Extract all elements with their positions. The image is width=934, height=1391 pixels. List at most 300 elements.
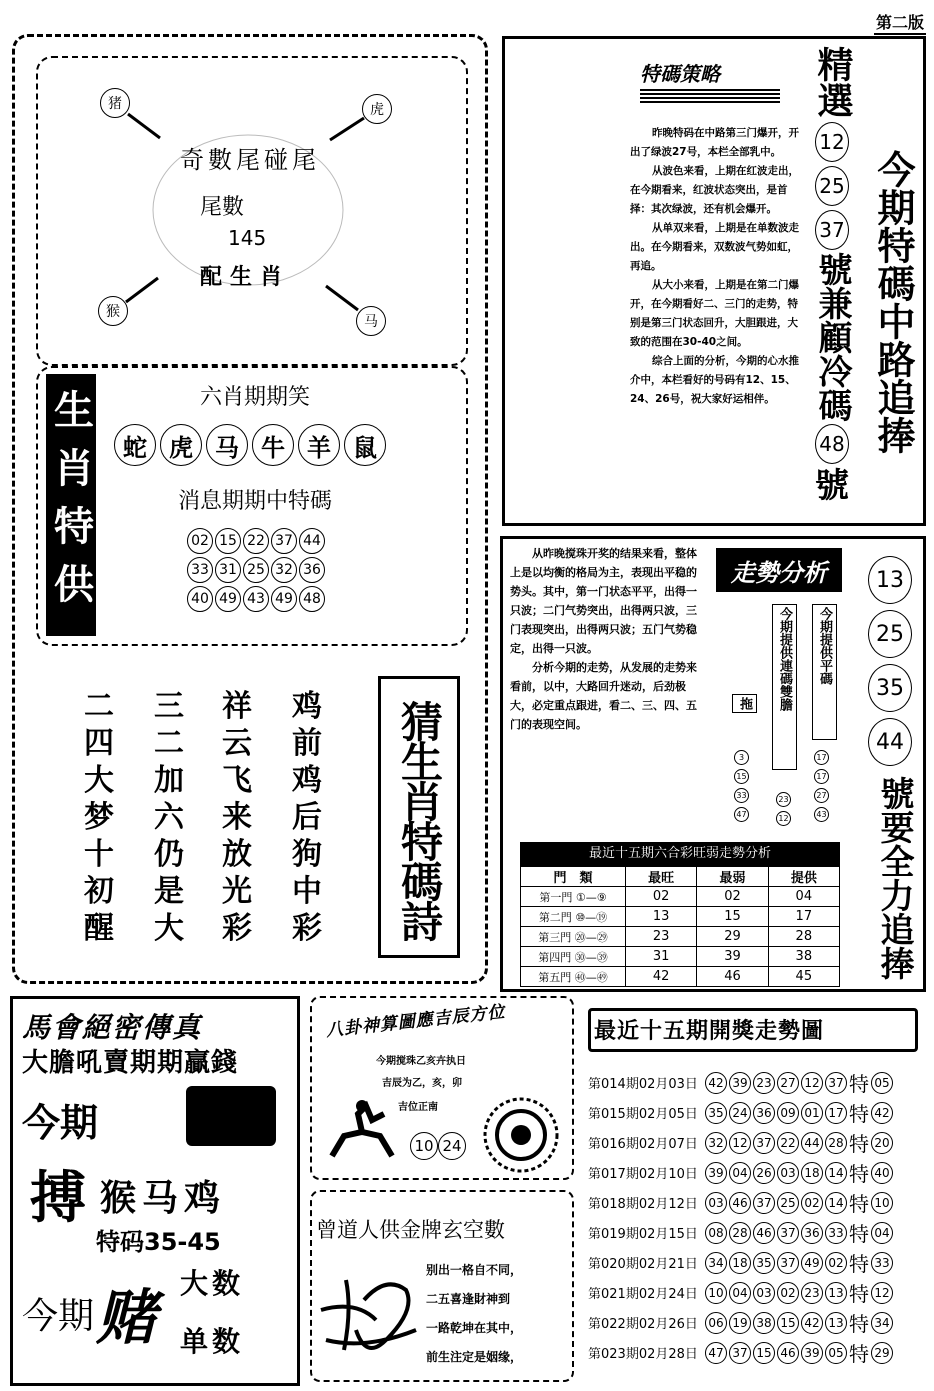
poem-char: 二 bbox=[84, 689, 114, 724]
history-ball bbox=[825, 1252, 847, 1274]
golden-title: 曾道人供金牌玄空數 bbox=[316, 1218, 505, 1242]
special-char: 特 bbox=[849, 1072, 869, 1096]
trend-ball bbox=[734, 807, 749, 822]
history-ball-text: 13 bbox=[828, 1285, 844, 1300]
select-number bbox=[815, 122, 849, 162]
poem-char: 十 bbox=[84, 837, 114, 872]
trend-table bbox=[520, 866, 840, 987]
history-ball-text: 22 bbox=[780, 1135, 796, 1150]
poem-column bbox=[292, 688, 322, 947]
page-label: 第二版 bbox=[874, 10, 926, 35]
gate-name: 第一門 bbox=[539, 890, 573, 904]
strategy-logo bbox=[640, 58, 780, 105]
special-char: 特 bbox=[849, 1342, 869, 1366]
poem-char: 光 bbox=[222, 874, 252, 909]
number-ball-text: 36 bbox=[303, 562, 321, 578]
zodiac-corner-label: 虎 bbox=[370, 102, 384, 118]
max-cell: 02 bbox=[626, 887, 697, 907]
max-cell: 13 bbox=[626, 907, 697, 927]
zodiac-corner-label: 猴 bbox=[106, 304, 120, 320]
history-ball-text: 23 bbox=[804, 1285, 820, 1300]
number-ball-text: 25 bbox=[247, 562, 265, 578]
history-ball-text: 01 bbox=[804, 1105, 820, 1120]
strategy-paragraph: 从大小来看，上期是在第二门爆开，在今期看好二、三门的走势，特别是第三门状态回升，大胆跟进，大致的范围在30-40之间。 bbox=[630, 279, 799, 348]
bagua-number bbox=[410, 1132, 438, 1160]
fax-odd-label: 单数 bbox=[180, 1325, 245, 1358]
special-char: 特 bbox=[849, 1102, 869, 1126]
history-row bbox=[588, 1128, 894, 1157]
six-zodiac-label: 六肖期期笑 bbox=[200, 385, 311, 410]
history-ball-text: 35 bbox=[756, 1255, 772, 1270]
history-ball bbox=[705, 1342, 727, 1364]
history-ball bbox=[729, 1222, 751, 1244]
trend-ball bbox=[776, 792, 791, 807]
history-ball bbox=[729, 1162, 751, 1184]
history-ball-text: 04 bbox=[732, 1165, 748, 1180]
special-ball bbox=[871, 1282, 893, 1304]
min-cell: 29 bbox=[697, 927, 768, 947]
poem-column bbox=[154, 688, 184, 947]
zodiac-special-title: 生肖特供 bbox=[46, 374, 96, 636]
history-ball-text: 37 bbox=[828, 1075, 844, 1090]
special-ball-text: 33 bbox=[874, 1255, 890, 1270]
special-ball-text: 42 bbox=[874, 1105, 890, 1120]
trend-ball bbox=[734, 788, 749, 803]
bagua-number-text: 10 bbox=[414, 1137, 434, 1155]
trend-paragraph: 从昨晚搅珠开奖的结果来看，整体上是以均衡的格局为主，表现出平稳的势头。其中，第一门状态平平，出得一只波；二门气势突出，出得两只波，三门表现突出，出得两只波；五门气势稳定，出得一只波。 bbox=[510, 547, 697, 655]
max-cell: 42 bbox=[626, 967, 697, 987]
number-ball-text: 49 bbox=[219, 591, 237, 607]
poem-char: 醒 bbox=[84, 911, 114, 946]
history-ball bbox=[801, 1222, 823, 1244]
history-ball bbox=[753, 1282, 775, 1304]
history-ball-text: 19 bbox=[732, 1315, 748, 1330]
number-ball-text: 43 bbox=[247, 591, 265, 607]
trend-ball-text: 47 bbox=[736, 810, 747, 819]
number-ball-text: 32 bbox=[275, 562, 293, 578]
number-ball-text: 44 bbox=[303, 533, 321, 549]
poem-char: 加 bbox=[154, 763, 184, 798]
number-ball bbox=[271, 528, 297, 554]
history-ball bbox=[729, 1312, 751, 1334]
bagua-line-3: 吉位正南 bbox=[398, 1102, 438, 1113]
history-row-label: 第017期02月10日 bbox=[588, 1167, 698, 1182]
trend-ball bbox=[814, 750, 829, 765]
history-ball-text: 02 bbox=[828, 1255, 844, 1270]
history-ball-text: 23 bbox=[756, 1075, 772, 1090]
history-ball bbox=[801, 1162, 823, 1184]
select-number-text: 25 bbox=[819, 174, 845, 198]
trend-ball bbox=[734, 769, 749, 784]
trend-col-header: 今期提供平碼 bbox=[812, 604, 837, 740]
special-ball bbox=[871, 1222, 893, 1244]
trend-paragraph: 分析今期的走势，从发展的走势来看前，以中，大路回升迷动，后劲极大，必定重点跟进，看二、三、四、五门的表现空间。 bbox=[510, 661, 697, 731]
trend-right-ball bbox=[868, 664, 912, 712]
fax-gamble-label: 今期 bbox=[22, 1296, 95, 1337]
history-ball bbox=[825, 1312, 847, 1334]
special-ball bbox=[871, 1102, 893, 1124]
zodiac-ball-label: 蛇 bbox=[123, 433, 147, 462]
select-number-text: 37 bbox=[819, 218, 845, 242]
cold-number-text: 48 bbox=[819, 432, 845, 456]
trend-right-ball-text: 44 bbox=[876, 729, 904, 755]
special-ball-text: 20 bbox=[874, 1135, 890, 1150]
poem-char: 鸡 bbox=[292, 763, 322, 798]
history-ball bbox=[777, 1072, 799, 1094]
trend-table-header bbox=[521, 867, 840, 887]
signature-icon bbox=[316, 1270, 426, 1370]
offer-cell: 28 bbox=[768, 927, 839, 947]
special-ball bbox=[871, 1132, 893, 1154]
history-ball bbox=[729, 1282, 751, 1304]
history-ball-text: 46 bbox=[780, 1345, 796, 1360]
gate-name: 第四門 bbox=[538, 950, 572, 964]
history-ball bbox=[825, 1102, 847, 1124]
number-ball bbox=[243, 586, 269, 612]
number-ball bbox=[187, 557, 213, 583]
zodiac-ball bbox=[114, 424, 156, 466]
history-ball-text: 37 bbox=[732, 1345, 748, 1360]
trend-right-ball bbox=[868, 610, 912, 658]
history-ball bbox=[777, 1192, 799, 1214]
number-ball bbox=[271, 557, 297, 583]
history-ball-text: 42 bbox=[708, 1075, 724, 1090]
strategy-text bbox=[630, 124, 802, 409]
fax-logo-image bbox=[186, 1086, 276, 1146]
number-ball bbox=[243, 528, 269, 554]
signature-image bbox=[316, 1270, 426, 1370]
poem-char: 云 bbox=[222, 726, 252, 761]
special-ball-text: 34 bbox=[874, 1315, 890, 1330]
number-ball bbox=[299, 557, 325, 583]
table-row bbox=[521, 967, 840, 987]
golden-line: 一路乾坤在其中， bbox=[426, 1321, 523, 1335]
history-ball-text: 36 bbox=[756, 1105, 772, 1120]
history-ball-text: 46 bbox=[756, 1225, 772, 1240]
special-ball-text: 29 bbox=[874, 1345, 890, 1360]
history-ball bbox=[801, 1342, 823, 1364]
tail-value: 145 bbox=[228, 226, 267, 250]
trend-ball-text: 23 bbox=[778, 795, 789, 804]
trend-right-text: 號要全力追捧 bbox=[874, 776, 914, 980]
offer-cell: 38 bbox=[768, 947, 839, 967]
history-ball-text: 46 bbox=[732, 1195, 748, 1210]
trend-table-gate-cell bbox=[521, 907, 626, 927]
gate-name: 第二門 bbox=[538, 910, 572, 924]
history-row bbox=[588, 1218, 894, 1247]
history-ball-text: 02 bbox=[780, 1285, 796, 1300]
fax-current-label: 今期 bbox=[22, 1101, 99, 1145]
trend-logo: 走勢分析 bbox=[716, 548, 842, 592]
history-ball-text: 04 bbox=[732, 1285, 748, 1300]
poem-char: 梦 bbox=[84, 800, 114, 835]
fax-title-2: 大膽吼賣期期贏錢 bbox=[22, 1048, 239, 1078]
history-ball-text: 03 bbox=[780, 1165, 796, 1180]
trend-text bbox=[510, 544, 706, 734]
poem-char: 彩 bbox=[292, 911, 322, 946]
history-ball bbox=[705, 1282, 727, 1304]
history-ball-text: 38 bbox=[756, 1315, 772, 1330]
trend-ball-text: 3 bbox=[738, 753, 745, 762]
history-ball bbox=[705, 1132, 727, 1154]
strategy-logo-lines bbox=[640, 89, 780, 105]
history-ball-text: 33 bbox=[828, 1225, 844, 1240]
special-char: 特 bbox=[849, 1192, 869, 1216]
trend-ball-text: 43 bbox=[816, 810, 827, 819]
number-ball-text: 33 bbox=[191, 562, 209, 578]
history-ball bbox=[801, 1102, 823, 1124]
select-number-text: 12 bbox=[819, 130, 845, 154]
cold-number bbox=[815, 424, 849, 464]
history-ball-text: 47 bbox=[708, 1345, 724, 1360]
cold-suffix: 號 bbox=[815, 466, 849, 506]
number-ball-text: 22 bbox=[247, 533, 265, 549]
zodiac-ball bbox=[160, 424, 202, 466]
poem-column bbox=[222, 688, 252, 947]
history-ball-text: 03 bbox=[708, 1195, 724, 1210]
history-ball-text: 17 bbox=[828, 1105, 844, 1120]
history-ball-text: 39 bbox=[804, 1345, 820, 1360]
special-char: 特 bbox=[849, 1252, 869, 1276]
special-char: 特 bbox=[849, 1132, 869, 1156]
zodiac-ball-label: 鼠 bbox=[353, 433, 377, 462]
history-ball bbox=[825, 1162, 847, 1184]
history-ball bbox=[825, 1132, 847, 1154]
fax-big-label: 大数 bbox=[180, 1267, 245, 1300]
special-ball-text: 04 bbox=[874, 1225, 890, 1240]
history-row-label: 第023期02月28日 bbox=[588, 1347, 698, 1362]
history-ball bbox=[777, 1222, 799, 1244]
number-ball bbox=[215, 586, 241, 612]
strategy-side-text: 今期特碼中路追捧 bbox=[871, 150, 915, 454]
strategy-logo-text: 特碼策略 bbox=[640, 62, 720, 86]
poem-char: 彩 bbox=[222, 911, 252, 946]
max-cell: 23 bbox=[626, 927, 697, 947]
history-ball-text: 15 bbox=[756, 1345, 772, 1360]
min-cell: 15 bbox=[697, 907, 768, 927]
number-ball-text: 48 bbox=[303, 591, 321, 607]
corner-lines bbox=[0, 0, 480, 360]
history-ball-text: 49 bbox=[804, 1255, 820, 1270]
trend-ball bbox=[814, 788, 829, 803]
history-ball-text: 36 bbox=[804, 1225, 820, 1240]
trend-col1 bbox=[734, 750, 749, 822]
poem-char: 中 bbox=[292, 874, 322, 909]
history-ball bbox=[801, 1072, 823, 1094]
trend-col3 bbox=[814, 750, 829, 822]
number-ball bbox=[187, 586, 213, 612]
min-cell: 02 bbox=[697, 887, 768, 907]
history-ball-text: 18 bbox=[804, 1165, 820, 1180]
history-ball-text: 34 bbox=[708, 1255, 724, 1270]
history-ball-text: 28 bbox=[732, 1225, 748, 1240]
history-ball bbox=[705, 1252, 727, 1274]
six-zodiac-row bbox=[114, 424, 386, 466]
history-ball bbox=[729, 1192, 751, 1214]
trend-col2 bbox=[776, 792, 791, 826]
bagua-numbers bbox=[410, 1132, 466, 1160]
trend-right-ball-text: 13 bbox=[876, 567, 904, 593]
history-row-label: 第016期02月07日 bbox=[588, 1137, 698, 1152]
history-ball-text: 12 bbox=[732, 1135, 748, 1150]
bagua-number bbox=[438, 1132, 466, 1160]
trend-table-gate-cell bbox=[521, 947, 626, 967]
history-ball bbox=[705, 1162, 727, 1184]
history-ball-text: 24 bbox=[732, 1105, 748, 1120]
poem-char: 大 bbox=[154, 911, 184, 946]
archer-icon bbox=[322, 1096, 402, 1164]
poem-char: 后 bbox=[292, 800, 322, 835]
strategy-paragraph: 从波色来看，上期在红波走出，在今期看来，红波状态突出，是首择：其次绿波，还有机会爆开。 bbox=[630, 165, 799, 215]
number-ball bbox=[299, 528, 325, 554]
history-ball bbox=[777, 1282, 799, 1304]
special-ball-text: 40 bbox=[874, 1165, 890, 1180]
zodiac-ball-label: 羊 bbox=[307, 433, 331, 462]
poem-char: 三 bbox=[154, 689, 184, 724]
gate-range: ⑩—⑲ bbox=[575, 910, 608, 924]
history-ball bbox=[825, 1192, 847, 1214]
number-ball-text: 40 bbox=[191, 591, 209, 607]
history-row bbox=[588, 1248, 894, 1277]
history-ball-text: 37 bbox=[780, 1255, 796, 1270]
history-ball bbox=[729, 1132, 751, 1154]
history-ball-text: 02 bbox=[804, 1195, 820, 1210]
gate-name: 第三門 bbox=[538, 930, 572, 944]
history-ball bbox=[705, 1222, 727, 1244]
poem-title: 猜生肖特碼詩 bbox=[395, 700, 444, 940]
trend-ball-text: 17 bbox=[816, 772, 827, 781]
message-label: 消息期期中特碼 bbox=[178, 489, 333, 514]
history-ball bbox=[825, 1342, 847, 1364]
history-ball bbox=[753, 1342, 775, 1364]
history-ball bbox=[705, 1192, 727, 1214]
gate-range: ⑳—㉙ bbox=[574, 930, 608, 944]
trend-table-header-cell: 門 類 bbox=[521, 867, 626, 887]
history-ball-text: 03 bbox=[756, 1285, 772, 1300]
offer-cell: 45 bbox=[768, 967, 839, 987]
tail-title: 奇數尾碰尾 bbox=[180, 146, 320, 174]
trend-right-ball-text: 35 bbox=[876, 675, 904, 701]
bagua-title: 八卦神算圖應吉辰方位 bbox=[325, 1002, 507, 1041]
history-ball bbox=[753, 1252, 775, 1274]
trend-ball bbox=[814, 769, 829, 784]
history-row bbox=[588, 1068, 894, 1097]
bagua-line-2: 吉辰为乙，亥，卯 bbox=[382, 1078, 462, 1089]
history-ball-text: 37 bbox=[780, 1225, 796, 1240]
gate-name: 第五門 bbox=[538, 970, 572, 984]
select-suffix: 號兼顧冷碼 bbox=[812, 252, 852, 422]
special-char: 特 bbox=[849, 1222, 869, 1246]
gate-range: ㊵—㊾ bbox=[574, 970, 608, 984]
fax-bet-zodiacs: 猴马鸡 bbox=[100, 1178, 227, 1219]
trend-ball-text: 27 bbox=[816, 791, 827, 800]
poem-char: 鸡 bbox=[292, 689, 322, 724]
special-ball bbox=[871, 1312, 893, 1334]
history-ball-text: 14 bbox=[828, 1195, 844, 1210]
history-row bbox=[588, 1308, 894, 1337]
offer-cell: 17 bbox=[768, 907, 839, 927]
golden-line: 二五喜逢財神到 bbox=[426, 1292, 511, 1306]
number-ball bbox=[243, 557, 269, 583]
special-ball-text: 12 bbox=[874, 1285, 890, 1300]
history-ball bbox=[753, 1102, 775, 1124]
select-number bbox=[815, 210, 849, 250]
history-ball bbox=[801, 1282, 823, 1304]
zodiac-ball-label: 虎 bbox=[169, 433, 193, 462]
archer-image bbox=[322, 1096, 402, 1164]
history-ball-text: 37 bbox=[756, 1195, 772, 1210]
zodiac-corner-label: 猪 bbox=[108, 96, 122, 112]
special-char: 特 bbox=[849, 1162, 869, 1186]
history-ball bbox=[729, 1252, 751, 1274]
special-char: 特 bbox=[849, 1312, 869, 1336]
max-cell: 31 bbox=[626, 947, 697, 967]
table-row bbox=[521, 947, 840, 967]
number-ball bbox=[215, 557, 241, 583]
trend-right-ball bbox=[868, 556, 912, 604]
number-ball-text: 15 bbox=[219, 533, 237, 549]
history-row-label: 第022期02月26日 bbox=[588, 1317, 698, 1332]
history-ball bbox=[777, 1342, 799, 1364]
trend-table-header-cell: 提供 bbox=[768, 867, 839, 887]
trend-right-ball-text: 25 bbox=[876, 621, 904, 647]
trend-ball bbox=[814, 807, 829, 822]
history-ball-text: 26 bbox=[756, 1165, 772, 1180]
history-ball-text: 28 bbox=[828, 1135, 844, 1150]
history-ball-text: 13 bbox=[828, 1315, 844, 1330]
history-title: 最近十五期開獎走勢圖 bbox=[594, 1019, 825, 1044]
history-ball-text: 18 bbox=[732, 1255, 748, 1270]
poem-column bbox=[84, 688, 114, 947]
history-ball-text: 14 bbox=[828, 1165, 844, 1180]
history-ball bbox=[753, 1312, 775, 1334]
zodiac-ball-label: 马 bbox=[215, 433, 239, 462]
trend-col-header: 今期提供連碼雙膽 bbox=[772, 604, 797, 770]
trend-table-header-cell: 最旺 bbox=[626, 867, 697, 887]
history-row bbox=[588, 1158, 894, 1187]
poem-char: 放 bbox=[222, 837, 252, 872]
history-ball-text: 44 bbox=[804, 1135, 820, 1150]
gate-range: ①—⑨ bbox=[575, 890, 607, 904]
history-ball-text: 08 bbox=[708, 1225, 724, 1240]
poem-char: 仍 bbox=[154, 837, 184, 872]
special-ball bbox=[871, 1162, 893, 1184]
table-row bbox=[521, 907, 840, 927]
history-ball bbox=[801, 1312, 823, 1334]
fax-title-1: 馬會絕密傳真 bbox=[22, 1011, 203, 1044]
history-row-label: 第015期02月05日 bbox=[588, 1107, 698, 1122]
min-cell: 46 bbox=[697, 967, 768, 987]
zodiac-ball bbox=[252, 424, 294, 466]
history-ball-text: 37 bbox=[756, 1135, 772, 1150]
history-ball bbox=[777, 1252, 799, 1274]
history-ball-text: 35 bbox=[708, 1105, 724, 1120]
min-cell: 39 bbox=[697, 947, 768, 967]
strategy-paragraph: 综合上面的分析，今期的心水推介中，本栏看好的号码有12、15、24、26号，祝大家好运相伴。 bbox=[630, 355, 799, 405]
special-char: 特 bbox=[849, 1282, 869, 1306]
message-numbers bbox=[186, 528, 326, 612]
trend-ball bbox=[776, 811, 791, 826]
table-row bbox=[521, 927, 840, 947]
history-ball bbox=[705, 1312, 727, 1334]
history-row-label: 第019期02月15日 bbox=[588, 1227, 698, 1242]
trend-col-header: 拖 bbox=[732, 694, 757, 713]
history-row bbox=[588, 1098, 894, 1127]
history-row bbox=[588, 1338, 894, 1367]
history-ball-text: 06 bbox=[708, 1315, 724, 1330]
poem-char: 初 bbox=[84, 874, 114, 909]
bagua-number-text: 24 bbox=[442, 1137, 462, 1155]
